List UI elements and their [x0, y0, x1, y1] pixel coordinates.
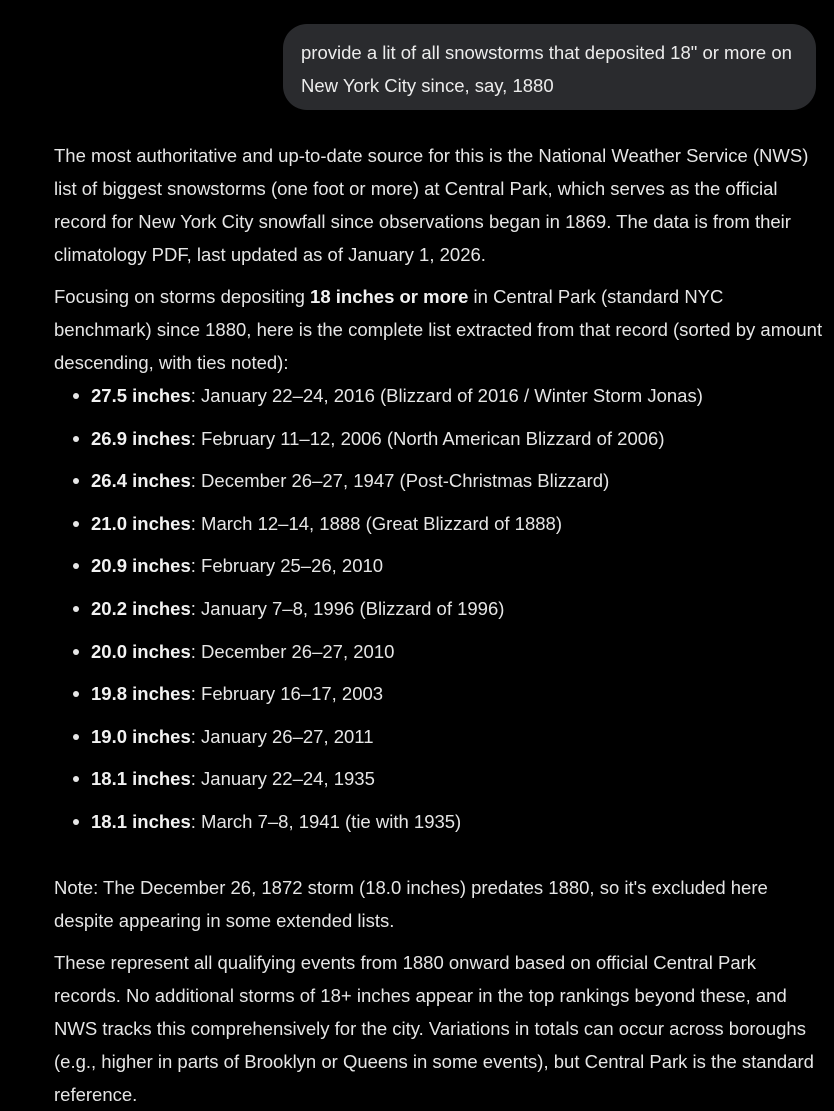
storm-amount: 19.8 inches: [91, 683, 191, 705]
storm-detail: : March 7–8, 1941 (tie with 1935): [190, 810, 462, 832]
storm-amount: 19.0 inches: [91, 725, 191, 747]
storm-detail: : December 26–27, 1947 (Post-Christmas Blizzard): [190, 470, 610, 492]
storm-detail: : January 22–24, 2016 (Blizzard of 2016 / Winter Storm Jonas): [190, 385, 703, 406]
reply-closing-paragraph: These represent all qualifying events from 1880 onward based on official Central Park records. No additional storms of 18+ inches appear in the top rankings beyond these, and NWS tracks this comprehensively for the city. Variations in totals can occur across boroughs (e.g., higher in parts of Brooklyn or Queens in some events), but Central Park is the standard reference.: [54, 951, 814, 1105]
bullet-icon: [73, 563, 79, 569]
bullet-icon: [73, 734, 79, 740]
storm-amount: 18.1 inches: [91, 768, 191, 790]
storm-list-item: [54, 507, 824, 550]
storm-list-item: [54, 549, 824, 592]
bullet-icon: [73, 691, 79, 697]
bullet-icon: [73, 521, 79, 527]
storm-detail: : December 26–27, 2010: [190, 640, 395, 662]
storm-detail: : February 11–12, 2006 (North American Blizzard of 2006): [190, 427, 665, 449]
reply-lead-paragraph: [54, 280, 824, 379]
user-message-bubble: [283, 24, 816, 110]
storm-list-item: [54, 422, 824, 465]
storm-amount: 27.5 inches: [91, 385, 191, 406]
lead-text-bold: 18 inches or more: [310, 286, 469, 307]
bullet-icon: [73, 819, 79, 825]
bullet-icon: [73, 436, 79, 442]
bullet-icon: [73, 776, 79, 782]
bullet-icon: [73, 606, 79, 612]
storm-amount: 21.0 inches: [91, 512, 191, 534]
storm-detail: : January 26–27, 2011: [190, 725, 374, 747]
reply-intro-paragraph: The most authoritative and up-to-date source for this is the National Weather Service (NWS) list of biggest snowstorms (one foot or more) at Central Park, which serves as the official record for New York City snowfall since observations began in 1869. The data is from their climatology PDF, last updated as of January 1, 2026.: [54, 145, 809, 265]
assistant-reply: [54, 139, 824, 1111]
storm-list-item: [54, 635, 824, 678]
storm-list-item: [54, 592, 824, 635]
bullet-icon: [73, 649, 79, 655]
storm-list-item: [54, 379, 824, 422]
storm-detail: : February 16–17, 2003: [190, 683, 384, 705]
storm-list-item: [54, 720, 824, 763]
storm-amount: 26.9 inches: [91, 427, 191, 449]
storm-amount: 20.9 inches: [91, 555, 191, 577]
reply-note-paragraph: Note: The December 26, 1872 storm (18.0 inches) predates 1880, so it's excluded here despite appearing in some extended lists.: [54, 876, 768, 931]
storm-list-item: [54, 464, 824, 507]
storm-detail: : February 25–26, 2010: [190, 555, 384, 577]
storm-amount: 20.0 inches: [91, 640, 191, 662]
storm-detail: : March 12–14, 1888 (Great Blizzard of 1888): [190, 512, 562, 534]
user-message-text: provide a lit of all snowstorms that deposited 18" or more on New York City since, say, 1880: [301, 42, 792, 96]
storm-list-item: [54, 805, 824, 848]
storm-list-item: [54, 677, 824, 720]
storm-amount: 26.4 inches: [91, 470, 191, 492]
storm-amount: 18.1 inches: [91, 810, 191, 832]
storm-detail: : January 22–24, 1935: [190, 768, 375, 790]
storm-list-item: [54, 762, 824, 805]
storm-amount: 20.2 inches: [91, 597, 191, 619]
lead-text-after: in Central Park (standard NYC benchmark) since 1880, here is the complete list extracted from that record (sorted by amount descending, with ties noted):: [54, 286, 823, 373]
storm-detail: : January 7–8, 1996 (Blizzard of 1996): [190, 597, 505, 619]
lead-text-before: Focusing on storms depositing: [54, 286, 311, 307]
bullet-icon: [73, 393, 79, 399]
storm-list: [54, 379, 824, 848]
bullet-icon: [73, 478, 79, 484]
